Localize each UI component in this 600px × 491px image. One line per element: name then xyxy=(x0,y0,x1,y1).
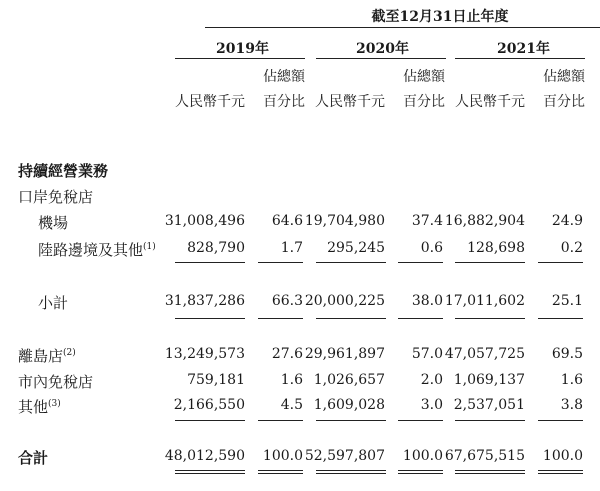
cell-amount-2020: 1,026,657 xyxy=(313,372,385,388)
row-label-downtown: 市內免稅店 xyxy=(18,373,94,391)
cell-pct-2021: 69.5 xyxy=(551,346,583,362)
pct-header-2021-line1: 佔總額 xyxy=(543,69,585,85)
cell-amount-2019: 828,790 xyxy=(187,240,245,256)
double-rule-amount-2019-bottom xyxy=(175,473,245,474)
cell-pct-2019: 1.7 xyxy=(280,240,303,256)
cell-pct-2019: 100.0 xyxy=(262,448,303,464)
double-rule-pct-2019-top xyxy=(258,470,303,471)
rule-amount-2020 xyxy=(316,318,386,319)
rule-amount-2020 xyxy=(316,262,386,263)
cell-pct-2019: 27.6 xyxy=(271,346,303,362)
cell-pct-2020: 38.0 xyxy=(411,293,443,309)
amount-header-2021: 人民幣千元 xyxy=(455,94,525,110)
rule-pct-2020 xyxy=(398,318,443,319)
double-rule-pct-2020-bottom xyxy=(398,473,443,474)
cell-pct-2021: 3.8 xyxy=(560,397,583,413)
pct-header-2021-line2: 百分比 xyxy=(543,94,585,110)
period-underline xyxy=(205,27,600,28)
cell-pct-2020: 0.6 xyxy=(420,240,443,256)
pct-header-2019-line1: 佔總額 xyxy=(263,69,305,85)
section-port-duty-free: 口岸免稅店 xyxy=(18,188,94,206)
cell-pct-2020: 100.0 xyxy=(402,448,443,464)
footnote-ref-1: (1) xyxy=(143,242,156,252)
rule-amount-2021 xyxy=(455,420,525,421)
double-rule-amount-2021-top xyxy=(455,470,525,471)
rule-amount-2019 xyxy=(175,318,245,319)
cell-amount-2019: 31,008,496 xyxy=(164,213,245,229)
rule-pct-2021 xyxy=(538,318,583,319)
row-label-others xyxy=(18,396,61,417)
rule-amount-2021 xyxy=(455,262,525,263)
cell-pct-2020: 37.4 xyxy=(411,213,443,229)
rule-amount-2019 xyxy=(175,262,245,263)
cell-pct-2021: 100.0 xyxy=(542,448,583,464)
cell-pct-2021: 0.2 xyxy=(560,240,583,256)
cell-amount-2020: 29,961,897 xyxy=(304,346,385,362)
footnote-ref-3: (3) xyxy=(48,399,61,409)
rule-amount-2019 xyxy=(175,420,245,421)
cell-amount-2021: 16,882,904 xyxy=(444,213,525,229)
rule-amount-2021 xyxy=(455,318,525,319)
period-heading: 截至12月31日止年度 xyxy=(371,9,509,25)
double-rule-pct-2021-top xyxy=(538,470,583,471)
cell-pct-2021: 25.1 xyxy=(551,293,583,309)
double-rule-pct-2019-bottom xyxy=(258,473,303,474)
row-label-airport: 機場 xyxy=(38,214,69,232)
section-continuing-operations: 持續經營業務 xyxy=(18,162,109,180)
cell-amount-2021: 128,698 xyxy=(467,240,525,256)
row-label-total: 合計 xyxy=(18,449,49,467)
cell-pct-2021: 24.9 xyxy=(551,213,583,229)
amount-header-2019: 人民幣千元 xyxy=(175,94,245,110)
cell-amount-2020: 20,000,225 xyxy=(304,293,385,309)
year-2019: 2019年 xyxy=(216,41,269,57)
row-label-land-border-text: 陸路邊境及其他 xyxy=(38,241,144,259)
cell-amount-2020: 19,704,980 xyxy=(304,213,385,229)
row-label-others-text: 其他 xyxy=(18,398,49,416)
double-rule-amount-2019-top xyxy=(175,470,245,471)
rule-pct-2019 xyxy=(258,262,303,263)
cell-amount-2019: 2,166,550 xyxy=(173,397,245,413)
year-underline-2019 xyxy=(175,58,305,59)
rule-pct-2019 xyxy=(258,420,303,421)
cell-pct-2019: 4.5 xyxy=(280,397,303,413)
row-label-land-border xyxy=(38,239,156,260)
pct-header-2020-line2: 百分比 xyxy=(403,94,445,110)
cell-pct-2019: 66.3 xyxy=(271,293,303,309)
cell-pct-2021: 1.6 xyxy=(560,372,583,388)
cell-amount-2019: 31,837,286 xyxy=(164,293,245,309)
cell-amount-2019: 759,181 xyxy=(187,372,245,388)
rule-pct-2020 xyxy=(398,262,443,263)
cell-amount-2021: 47,057,725 xyxy=(444,346,525,362)
double-rule-pct-2020-top xyxy=(398,470,443,471)
cell-amount-2020: 52,597,807 xyxy=(304,448,385,464)
year-underline-2020 xyxy=(316,58,446,59)
cell-pct-2020: 3.0 xyxy=(420,397,443,413)
rule-pct-2020 xyxy=(398,420,443,421)
pct-header-2019-line2: 百分比 xyxy=(263,94,305,110)
rule-pct-2021 xyxy=(538,420,583,421)
cell-pct-2020: 57.0 xyxy=(411,346,443,362)
cell-pct-2019: 64.6 xyxy=(271,213,303,229)
footnote-ref-2: (2) xyxy=(63,348,76,358)
row-label-subtotal: 小計 xyxy=(38,294,69,312)
row-label-offshore-island-text: 離島店 xyxy=(18,347,64,365)
pct-header-2020-line1: 佔總額 xyxy=(403,69,445,85)
rule-pct-2019 xyxy=(258,318,303,319)
double-rule-amount-2020-bottom xyxy=(316,473,386,474)
cell-amount-2019: 13,249,573 xyxy=(164,346,245,362)
cell-amount-2020: 295,245 xyxy=(327,240,385,256)
cell-pct-2019: 1.6 xyxy=(280,372,303,388)
double-rule-amount-2020-top xyxy=(316,470,386,471)
year-underline-2021 xyxy=(455,58,585,59)
double-rule-amount-2021-bottom xyxy=(455,473,525,474)
rule-amount-2020 xyxy=(316,420,386,421)
cell-amount-2021: 1,069,137 xyxy=(453,372,525,388)
cell-amount-2019: 48,012,590 xyxy=(164,448,245,464)
cell-pct-2020: 2.0 xyxy=(420,372,443,388)
cell-amount-2021: 67,675,515 xyxy=(444,448,525,464)
year-2021: 2021年 xyxy=(497,41,550,57)
cell-amount-2020: 1,609,028 xyxy=(313,397,385,413)
double-rule-pct-2021-bottom xyxy=(538,473,583,474)
cell-amount-2021: 17,011,602 xyxy=(444,293,525,309)
cell-amount-2021: 2,537,051 xyxy=(453,397,525,413)
rule-pct-2021 xyxy=(538,262,583,263)
year-2020: 2020年 xyxy=(356,41,409,57)
row-label-offshore-island xyxy=(18,345,76,366)
amount-header-2020: 人民幣千元 xyxy=(315,94,385,110)
